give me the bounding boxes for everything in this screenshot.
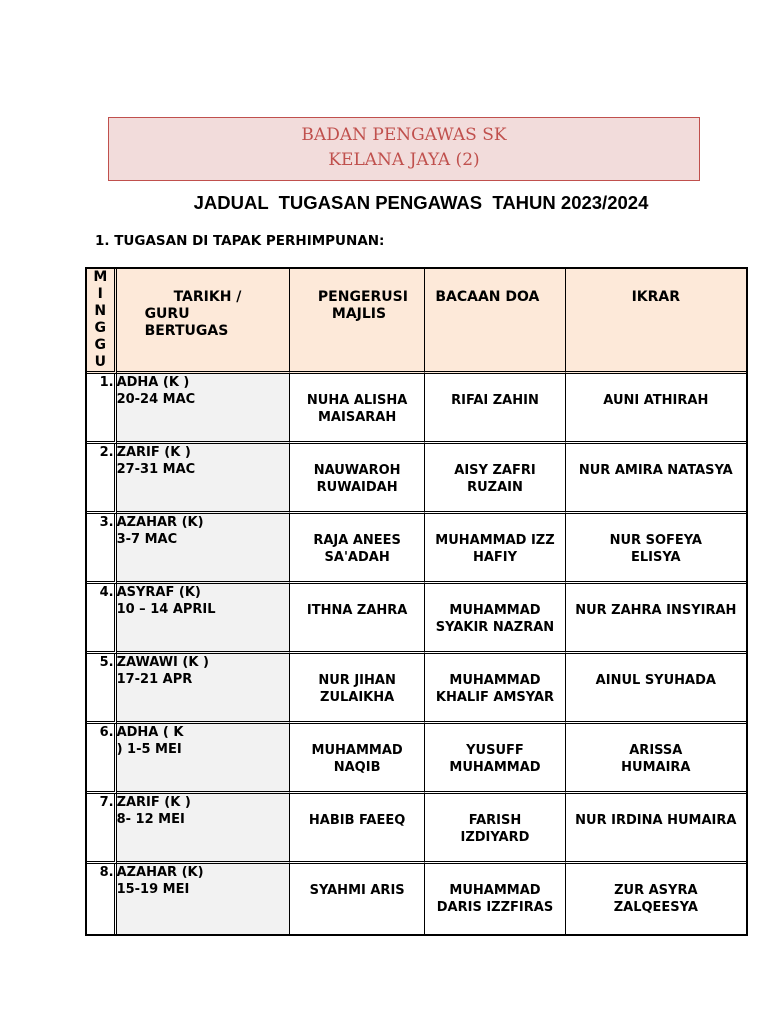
row-pengerusi	[290, 374, 425, 444]
cell-text: 1.	[99, 375, 114, 390]
cell-text: ) 1-5 MEI	[116, 742, 182, 757]
cell-text: ZALQEESYA	[613, 900, 698, 915]
cell-text: AUNI ATHIRAH	[603, 393, 709, 408]
row-ikrar	[566, 584, 746, 654]
row-ikrar	[566, 864, 746, 934]
table-row	[87, 864, 746, 934]
cell-text: ARISSA	[629, 743, 683, 758]
cell-text: ADHA ( K	[116, 725, 184, 740]
table-row	[87, 374, 746, 444]
cell-text: ASYRAF (K)	[116, 585, 201, 600]
row-bacaan-doa	[425, 514, 565, 584]
row-ikrar	[566, 444, 746, 514]
header-tarikh-line: TARIKH /	[173, 289, 242, 305]
cell-text: NAUWAROH	[313, 463, 401, 478]
row-date-teacher	[117, 654, 290, 724]
table-row	[87, 444, 746, 514]
cell-text: NAQIB	[333, 760, 381, 775]
document-title: JADUAL TUGASAN PENGAWAS TAHUN 2023/2024	[193, 192, 649, 213]
minggu-letter: M	[93, 269, 108, 285]
row-bacaan-doa	[425, 724, 565, 794]
cell-text: 27-31 MAC	[116, 462, 196, 477]
cell-text: 15-19 MEI	[116, 882, 190, 897]
row-pengerusi	[290, 794, 425, 864]
cell-text: RUZAIN	[467, 480, 523, 495]
row-number	[87, 374, 117, 444]
row-pengerusi	[290, 654, 425, 724]
header-ikrar	[566, 269, 746, 374]
cell-text: ITHNA ZAHRA	[306, 603, 408, 618]
cell-text: NUR JIHAN	[318, 673, 396, 688]
cell-text: ZAWAWI (K )	[116, 655, 209, 670]
cell-text: NUR SOFEYA	[609, 533, 702, 548]
row-date-teacher	[117, 724, 290, 794]
row-bacaan-doa	[425, 584, 565, 654]
cell-text: MUHAMMAD	[449, 673, 541, 688]
cell-text: HAFIY	[472, 550, 518, 565]
cell-text: AISY ZAFRI	[454, 463, 536, 478]
row-bacaan-doa	[425, 374, 565, 444]
row-ikrar	[566, 724, 746, 794]
cell-text: MUHAMMAD	[449, 883, 541, 898]
cell-text: AZAHAR (K)	[116, 865, 204, 880]
cell-text: MUHAMMAD	[449, 760, 541, 775]
cell-text: ZUR ASYRA	[614, 883, 698, 898]
table-row	[87, 794, 746, 864]
cell-text: MUHAMMAD IZZ	[435, 533, 555, 548]
cell-text: MAISARAH	[318, 410, 397, 425]
table-body	[87, 374, 746, 934]
table-row	[87, 654, 746, 724]
row-bacaan-doa	[425, 654, 565, 724]
duty-schedule-table	[85, 267, 748, 936]
cell-text: RUWAIDAH	[316, 480, 398, 495]
cell-text: KHALIF AMSYAR	[435, 690, 555, 705]
cell-text: ADHA (K )	[116, 375, 190, 390]
row-pengerusi	[290, 864, 425, 934]
row-date-teacher	[117, 794, 290, 864]
cell-text: FARISH	[468, 813, 522, 828]
row-pengerusi	[290, 724, 425, 794]
cell-text: YUSUFF	[466, 743, 524, 758]
banner-line-2: KELANA JAYA (2)	[328, 150, 480, 170]
cell-text: ZULAIKHA	[320, 690, 395, 705]
header-ikrar-text: IKRAR	[631, 289, 681, 305]
row-number	[87, 514, 117, 584]
row-date-teacher	[117, 584, 290, 654]
row-pengerusi	[290, 444, 425, 514]
row-number	[87, 584, 117, 654]
cell-text: RAJA ANEES	[313, 533, 401, 548]
minggu-letter: I	[97, 286, 103, 302]
row-date-teacher	[117, 864, 290, 934]
school-banner	[108, 117, 700, 181]
cell-text: HUMAIRA	[621, 760, 691, 775]
cell-text: 20-24 MAC	[116, 392, 196, 407]
table-row	[87, 584, 746, 654]
cell-text: AZAHAR (K)	[116, 515, 204, 530]
cell-text: HABIB FAEEQ	[308, 813, 406, 828]
minggu-letter: U	[94, 354, 106, 370]
cell-text: ELISYA	[631, 550, 681, 565]
cell-text: ZARIF (K )	[116, 795, 191, 810]
row-number	[87, 654, 117, 724]
header-minggu	[87, 269, 117, 374]
cell-text: NUR IRDINA HUMAIRA	[575, 813, 737, 828]
header-pengerusi	[290, 269, 425, 374]
row-number	[87, 724, 117, 794]
cell-text: AINUL SYUHADA	[595, 673, 716, 688]
table-row	[87, 724, 746, 794]
row-ikrar	[566, 794, 746, 864]
cell-text: IZDIYARD	[460, 830, 530, 845]
cell-text: SYAHMI ARIS	[309, 883, 405, 898]
header-tarikh-line: GURU	[144, 306, 190, 322]
row-date-teacher	[117, 444, 290, 514]
header-bacaan-doa	[425, 269, 565, 374]
cell-text: 3-7 MAC	[116, 532, 178, 547]
cell-text: 5.	[99, 655, 114, 670]
row-bacaan-doa	[425, 444, 565, 514]
cell-text: 8- 12 MEI	[116, 812, 185, 827]
cell-text: NUR AMIRA NATASYA	[578, 463, 733, 478]
header-tarikh	[117, 269, 290, 374]
minggu-letter: G	[94, 337, 107, 353]
cell-text: 10 – 14 APRIL	[116, 602, 216, 617]
row-date-teacher	[117, 514, 290, 584]
cell-text: 7.	[99, 795, 114, 810]
cell-text: 3.	[99, 515, 114, 530]
row-pengerusi	[290, 514, 425, 584]
cell-text: RIFAI ZAHIN	[451, 393, 539, 408]
row-number	[87, 444, 117, 514]
row-bacaan-doa	[425, 864, 565, 934]
row-ikrar	[566, 374, 746, 444]
row-ikrar	[566, 654, 746, 724]
header-pengerusi-line: MAJLIS	[331, 306, 387, 322]
section-heading: 1. TUGASAN DI TAPAK PERHIMPUNAN:	[95, 233, 385, 249]
cell-text: MUHAMMAD	[311, 743, 403, 758]
cell-text: DARIS IZZFIRAS	[436, 900, 554, 915]
banner-line-1: BADAN PENGAWAS SK	[301, 125, 507, 145]
cell-text: 6.	[99, 725, 114, 740]
table-row	[87, 514, 746, 584]
row-number	[87, 864, 117, 934]
cell-text: ZARIF (K )	[116, 445, 191, 460]
cell-text: SYAKIR NAZRAN	[435, 620, 555, 635]
row-number	[87, 794, 117, 864]
row-bacaan-doa	[425, 794, 565, 864]
cell-text: 2.	[99, 445, 114, 460]
header-pengerusi-line: PENGERUSI	[317, 289, 408, 305]
minggu-letter: G	[94, 320, 107, 336]
header-doa-text: BACAAN DOA	[435, 289, 540, 305]
cell-text: NUHA ALISHA	[306, 393, 408, 408]
cell-text: MUHAMMAD	[449, 603, 541, 618]
header-tarikh-line: BERTUGAS	[144, 323, 229, 339]
cell-text: NUR ZAHRA INSYIRAH	[575, 603, 737, 618]
minggu-letter: N	[94, 303, 107, 319]
cell-text: 4.	[99, 585, 114, 600]
table-header-row	[87, 269, 746, 374]
cell-text: 8.	[99, 865, 114, 880]
cell-text: 17-21 APR	[116, 672, 193, 687]
row-pengerusi	[290, 584, 425, 654]
cell-text: SA'ADAH	[324, 550, 390, 565]
row-date-teacher	[117, 374, 290, 444]
row-ikrar	[566, 514, 746, 584]
